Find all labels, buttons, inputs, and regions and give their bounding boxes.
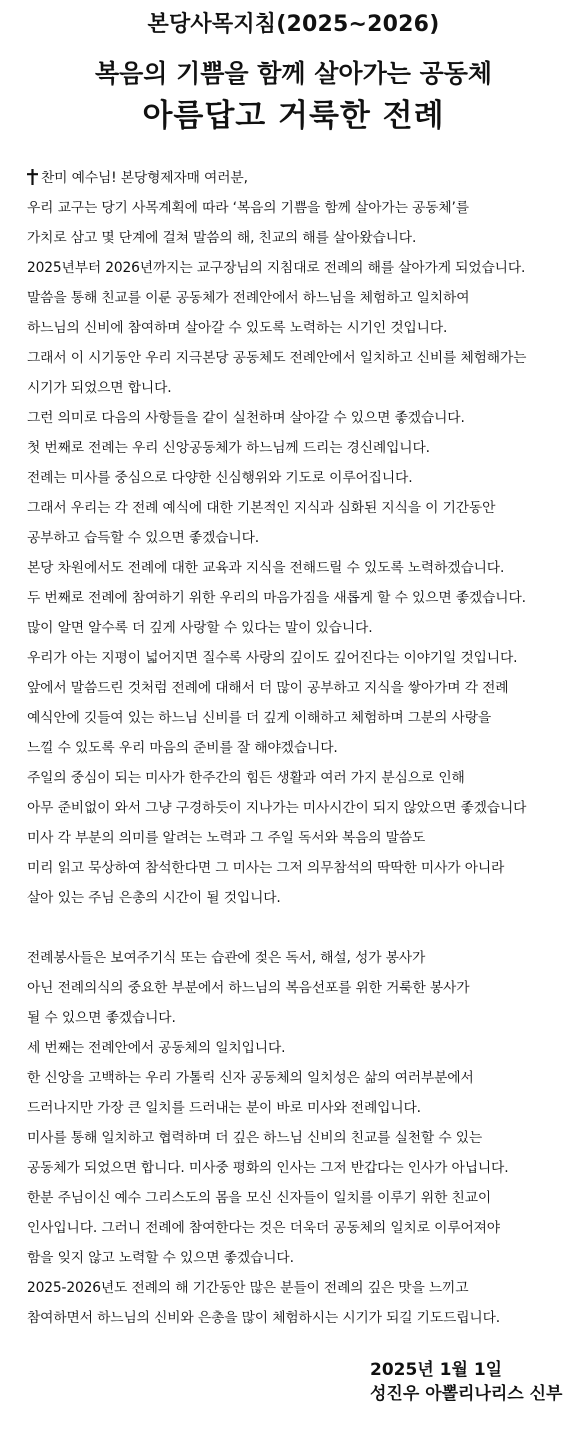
body-line-31: 드러나지만 가장 큰 일치를 드러내는 분이 바로 미사와 전례입니다. bbox=[27, 1100, 421, 1116]
body-line-20: 느낄 수 있도록 우리 마음의 준비를 잘 해야겠습니다. bbox=[27, 740, 338, 756]
body-line-23: 미사 각 부분의 의미를 알려는 노력과 그 주일 독서와 복음의 말씀도 bbox=[27, 830, 426, 846]
body-line-37: 2025-2026년도 전례의 해 기간동안 많은 분들이 전례의 깊은 맛을 느끼고 bbox=[27, 1280, 469, 1296]
body-line-9: 그런 의미로 다음의 사항들을 같이 실천하며 살아갈 수 있으면 좋겠습니다. bbox=[27, 410, 465, 426]
body-line-38: 참여하면서 하느님의 신비와 은총을 많이 체험하시는 시기가 되길 기도드립니다. bbox=[27, 1310, 500, 1326]
body-line-22: 아무 준비없이 와서 그냥 구경하듯이 지나가는 미사시간이 되지 않았으면 좋겠습니다 bbox=[27, 800, 527, 816]
body-line-1-text: 찬미 예수님! 본당형제자매 여러분, bbox=[41, 170, 248, 186]
body-line-30: 한 신앙을 고백하는 우리 가톨릭 신자 공동체의 일치성은 삶의 여러부분에서 bbox=[27, 1070, 474, 1086]
body-line-25: 살아 있는 주님 은총의 시간이 될 것입니다. bbox=[27, 890, 281, 906]
body-line-17: 우리가 아는 지평이 넓어지면 질수록 사랑의 깊이도 깊어진다는 이야기일 것입니다. bbox=[27, 650, 518, 666]
body-line-29: 세 번째는 전례안에서 공동체의 일치입니다. bbox=[27, 1040, 286, 1056]
body-line-19: 예식안에 깃들여 있는 하느님 신비를 더 깊게 이해하고 체험하며 그분의 사랑을 bbox=[27, 710, 492, 726]
body-line-6: 하느님의 신비에 참여하며 살아갈 수 있도록 노력하는 시기인 것입니다. bbox=[27, 320, 448, 336]
body-line-2: 우리 교구는 당기 사목계획에 따라 ‘복음의 기쁨을 함께 살아가는 공동체’를 bbox=[27, 200, 469, 216]
body-line-18: 앞에서 말씀드린 것처럼 전례에 대해서 더 많이 공부하고 지식을 쌓아가며 각 전례 bbox=[27, 680, 509, 696]
body-line-15: 두 번째로 전례에 참여하기 위한 우리의 마음가짐을 새롭게 할 수 있으면 좋겠습니다. bbox=[27, 590, 526, 606]
body-line-7: 그래서 이 시기동안 우리 지극본당 공동체도 전례안에서 일치하고 신비를 체험해가는 bbox=[27, 350, 527, 366]
body-line-5: 말씀을 통해 친교를 이룬 공동체가 전례안에서 하느님을 체험하고 일치하여 bbox=[27, 290, 470, 306]
cross-icon bbox=[27, 169, 38, 185]
body-line-21: 주일의 중심이 되는 미사가 한주간의 힘든 생활과 여러 가지 분심으로 인해 bbox=[27, 770, 465, 786]
body-line-26: 전례봉사들은 보여주기식 또는 습관에 젖은 독서, 해설, 성가 봉사가 bbox=[27, 950, 426, 966]
body-line-34: 한분 주님이신 예수 그리스도의 몸을 모신 신자들이 일치를 이루기 위한 친교이 bbox=[27, 1190, 492, 1206]
document-header bbox=[0, 0, 587, 155]
body-line-35: 인사입니다. 그러니 전례에 참여한다는 것은 더욱더 공동체의 일치로 이루어져야 bbox=[27, 1220, 500, 1236]
body-line-8: 시기가 되었으면 합니다. bbox=[27, 380, 172, 396]
body-line-33: 공동체가 되었으면 합니다. 미사중 평화의 인사는 그저 반갑다는 인사가 아닙니다. bbox=[27, 1160, 509, 1176]
body-line-27: 아닌 전례의식의 중요한 부분에서 하느님의 복음선포를 위한 거룩한 봉사가 bbox=[27, 980, 470, 996]
body-line-3: 가치로 삼고 몇 단계에 걸쳐 말씀의 해, 친교의 해를 살아왔습니다. bbox=[27, 230, 417, 246]
body-line-12: 그래서 우리는 각 전례 예식에 대한 기본적인 지식과 심화된 지식을 이 기간동안 bbox=[27, 500, 496, 516]
body-line-36: 함을 잊지 않고 노력할 수 있으면 좋겠습니다. bbox=[27, 1250, 294, 1266]
body-line-28: 될 수 있으면 좋겠습니다. bbox=[27, 1010, 176, 1026]
body-line-1 bbox=[27, 168, 248, 188]
body-line-13: 공부하고 습득할 수 있으면 좋겠습니다. bbox=[27, 530, 260, 546]
body-line-14: 본당 차원에서도 전례에 대한 교육과 지식을 전해드릴 수 있도록 노력하겠습니다. bbox=[27, 560, 505, 576]
page-motto: 아름답고 거룩한 전례 bbox=[142, 98, 445, 134]
signature-author: 성진우 아뽈리나리스 신부 bbox=[370, 1384, 563, 1404]
signature-date: 2025년 1월 1일 bbox=[370, 1360, 503, 1380]
body-line-32: 미사를 통해 일치하고 협력하며 더 깊은 하느님 신비의 친교를 실천할 수 있는 bbox=[27, 1130, 483, 1146]
body-line-10: 첫 번째로 전례는 우리 신앙공동체가 하느님께 드리는 경신례입니다. bbox=[27, 440, 430, 456]
body-line-4: 2025년부터 2026년까지는 교구장님의 지침대로 전례의 해를 살아가게 되었습니다. bbox=[27, 260, 526, 276]
signature-block bbox=[370, 1358, 587, 1406]
page-title: 본당사목지침(2025~2026) bbox=[147, 12, 440, 37]
body-line-11: 전례는 미사를 중심으로 다양한 신심행위와 기도로 이루어집니다. bbox=[27, 470, 413, 486]
body-line-24: 미리 읽고 묵상하여 참석한다면 그 미사는 그저 의무참석의 딱딱한 미사가 아니라 bbox=[27, 860, 505, 876]
body-line-16: 많이 알면 알수록 더 깊게 사랑할 수 있다는 말이 있습니다. bbox=[27, 620, 373, 636]
page-subtitle: 복음의 기쁨을 함께 살아가는 공동체 bbox=[94, 59, 493, 88]
